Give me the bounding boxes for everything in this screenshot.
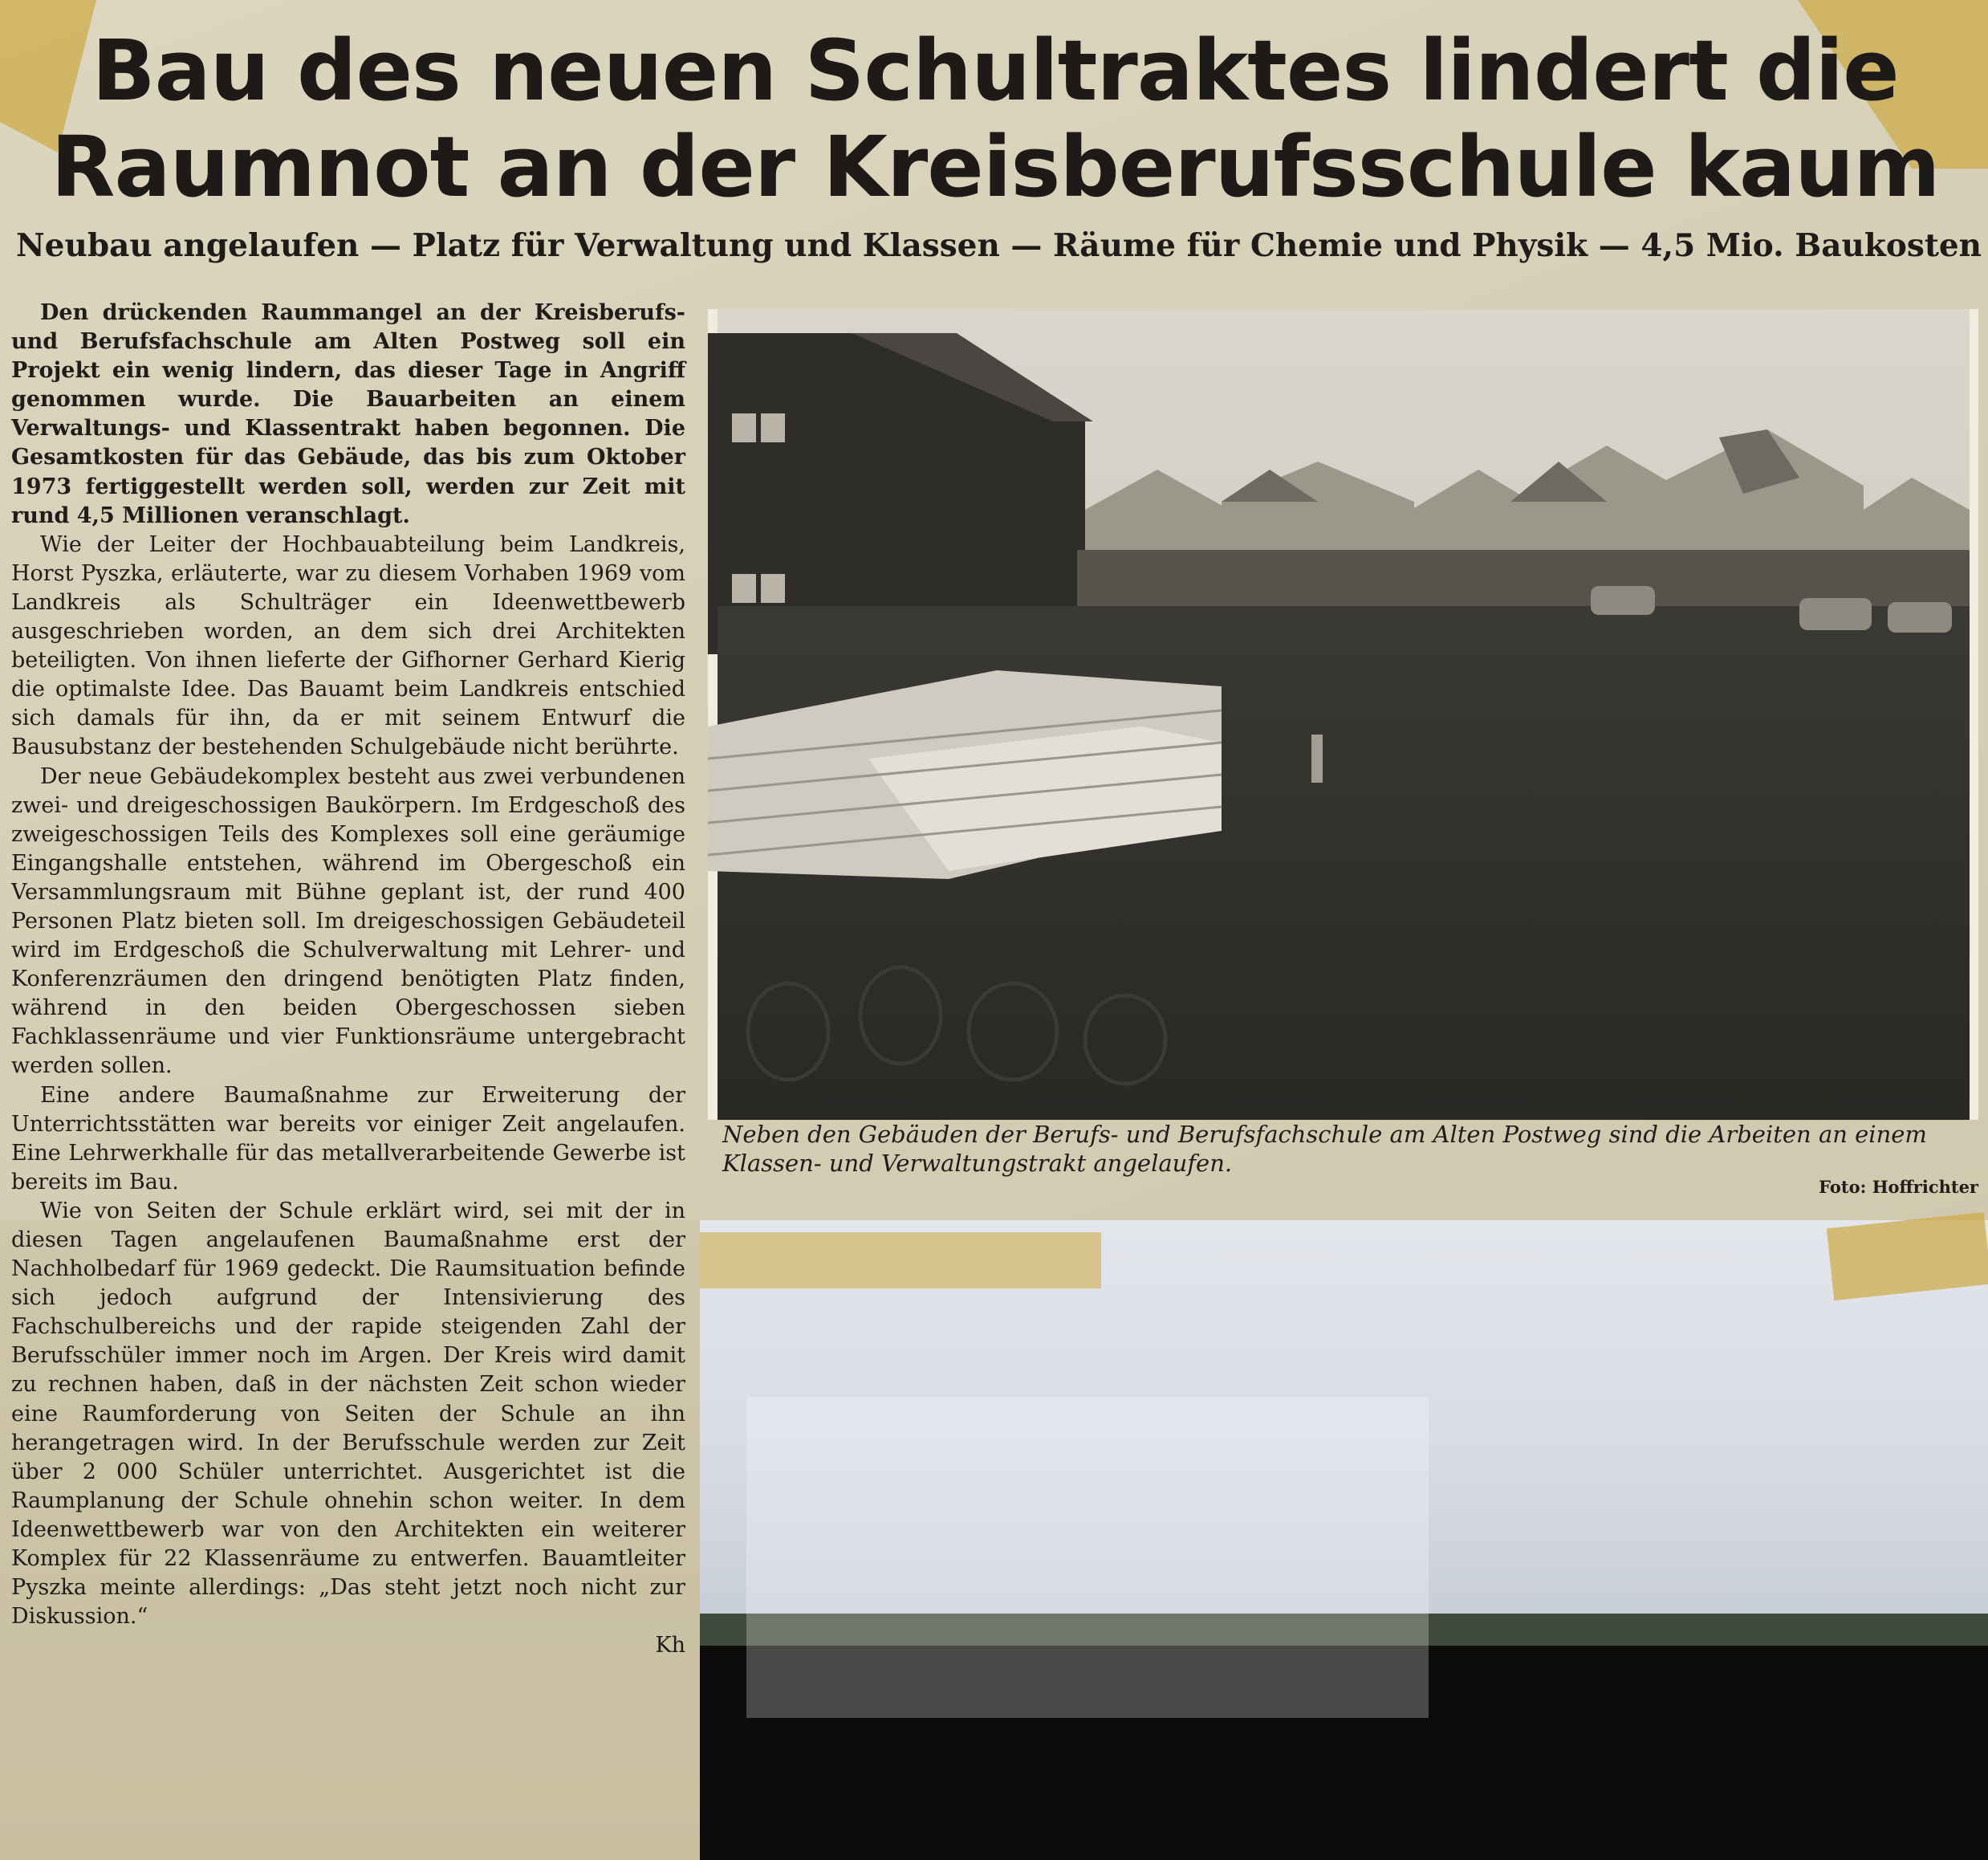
article-paragraph: Der neue Gebäudekomplex besteht aus zwei verbundenen zwei- und dreigeschossigen Baukörpern. Im Erdgeschoß des zweigeschossigen Teils des Komplexes soll eine geräumige Eingangshalle entstehen, während im Obergeschoß ein Versammlungsraum mit Bühne geplant ist, der rund 400 Personen Platz bieten soll. Im dreigeschossigen Gebäudeteil wird im Erdgeschoß die Schulverwaltung mit Lehrer- und Konferenzräumen den dringend benötigten Platz finden, während in den beiden Obergeschossen sieben Fachklassenräume und vier Funktionsräume untergebracht werden sollen. xyxy=(11,763,685,1079)
article-paragraph: Wie von Seiten der Schule erklärt wird, sei mit der in diesen Tagen angelaufenen Baumaßnahme erst der Nachholbedarf für 1969 gedeckt. Die Raumsituation befinde sich jedoch aufgrund der Intensivierung des Fachschulbereichs und der rapide steigenden Zahl der Berufsschüler immer noch im Argen. Der Kreis wird damit zu rechnen haben, daß in der nächsten Zeit schon wieder eine Raumforderung von Seiten der Schule an ihn herangetragen wird. In der Berufsschule werden zur Zeit über 2 000 Schüler unterrichtet. Ausgerichtet ist die Raumplanung der Schule ohnehin schon weiter. In dem Ideenwettbewerb war von den Architekten ein weiterer Komplex für 22 Klassenräume zu entwerfen. Bauamtleiter Pyszka meinte allerdings: „Das steht jetzt noch nicht zur Diskussion.“ xyxy=(11,1198,685,1630)
article-body xyxy=(11,299,685,1660)
photo-credit: Foto: Hoffrichter xyxy=(1819,1177,1978,1197)
article-lead: Den drückenden Raummangel an der Kreisberufs- und Berufsfachschule am Alten Postweg soll ein Projekt ein wenig lindern, das dieser Tage in Angriff genommen wurde. Die Bauarbeiten an einem Verwaltungs- und Klassentrakt haben begonnen. Die Gesamtkosten für das Gebäude, das bis zum Oktober 1973 fertiggestellt werden soll, werden zur Zeit mit rund 4,5 Millionen veranschlagt. xyxy=(11,300,685,528)
construction-photo-image xyxy=(708,309,1978,1120)
article-subheadline: Neubau angelaufen — Platz für Verwaltung und Klassen — Räume für Chemie und Physik — 4,5 Mio. Baukosten xyxy=(16,227,1982,264)
article-headline: Bau des neuen Schultraktes lindert die Raumnot an der Kreisberufsschule kaum xyxy=(51,22,1940,216)
construction-photo xyxy=(708,309,1978,1120)
backing-sheet-shade xyxy=(746,1397,1429,1718)
article-author: Kh xyxy=(655,1633,685,1659)
article-paragraph: Eine andere Baumaßnahme zur Erweiterung der Unterrichtsstätten war bereits vor einiger Zeit angelaufen. Eine Lehrwerkhalle für das metallverarbeitende Gewerbe ist bereits im Bau. xyxy=(11,1082,685,1195)
article-paragraph: Wie der Leiter der Hochbauabteilung beim Landkreis, Horst Pyszka, erläuterte, war zu diesem Vorhaben 1969 vom Landkreis als Schulträger ein Ideenwettbewerb ausgeschrieben worden, an dem sich drei Architekten beteiligten. Von ihnen lieferte der Gifhorner Gerhard Kierig die optimalste Idee. Das Bauamt beim Landkreis entschied sich damals für ihn, da er mit seinem Entwurf die Bausubstanz der bestehenden Schulgebäude nicht berührte. xyxy=(11,531,685,760)
photo-caption: Neben den Gebäuden der Berufs- und Berufsfachschule am Alten Postweg sind die Arbeiten an einem Klassen- und Verwaltungstrakt angelaufen. xyxy=(722,1121,1927,1177)
tape-caption-left xyxy=(700,1232,1101,1288)
